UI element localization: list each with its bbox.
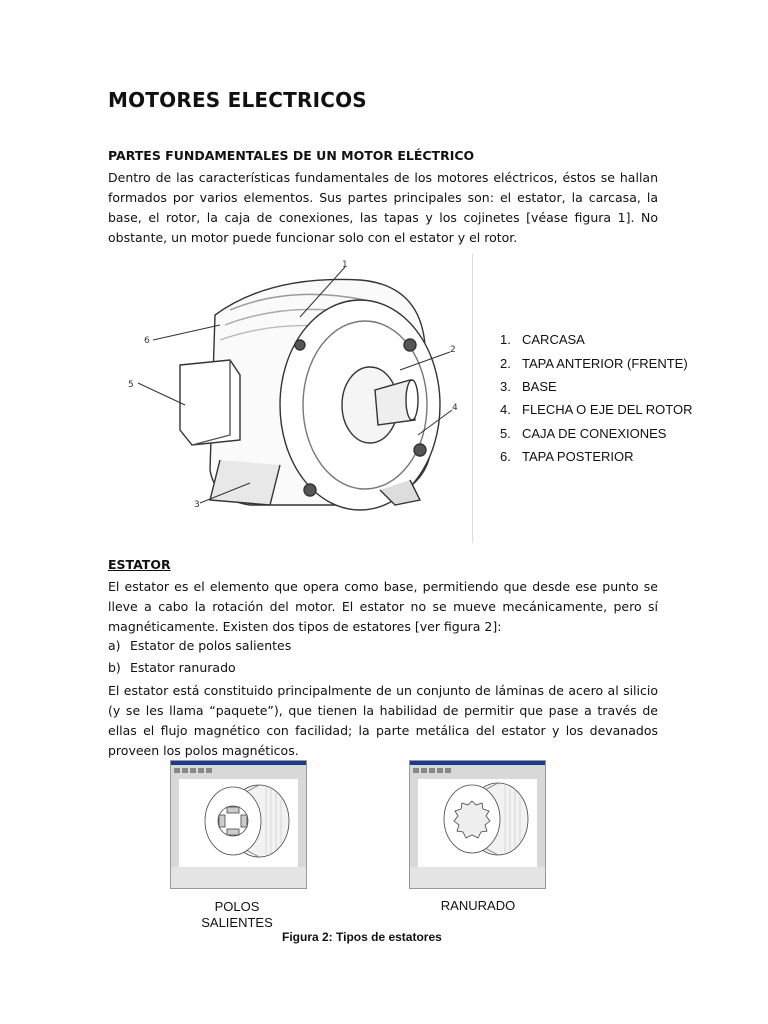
list-item: b) Estator ranurado xyxy=(108,660,236,675)
callout-5: 5 xyxy=(128,380,134,390)
callout-4: 4 xyxy=(452,403,458,413)
figure-divider xyxy=(472,253,473,543)
parts-list-item: 2. TAPA ANTERIOR (FRENTE) xyxy=(500,355,688,371)
estator-paragraph-2: El estator está constituido principalmente de un conjunto de láminas de acero al silicio (y se les llama “paquete”), que tienen la habilidad de permitir que pase a través de ellas el flujo magnético con facilidad; la parte metálica del estator y los devanados proveen los polos magnéticos. xyxy=(108,683,658,758)
figure-caption: Figura 2: Tipos de estatores xyxy=(282,930,442,944)
list-item: a) Estator de polos salientes xyxy=(108,638,292,653)
parts-list-item: 5. CAJA DE CONEXIONES xyxy=(500,425,667,441)
callout-2: 2 xyxy=(450,345,456,355)
cad-screenshot-slotted xyxy=(409,760,546,889)
parts-list-item: 6. TAPA POSTERIOR xyxy=(500,449,634,465)
section-paragraph-parts: Dentro de las características fundamentales de los motores eléctricos, éstos se hallan formados por varios elementos. Sus partes principales son: el estator, la carcasa, la base, el rotor, la caja de conexiones, las tapas y los cojinetes [véase figura 1]. No obstante, un motor puede funcionar solo con el estator y el rotor. xyxy=(108,170,658,245)
parts-list xyxy=(500,328,693,468)
caption-salient-poles: POLOS SALIENTES xyxy=(201,899,273,930)
parts-list-item: 1. CARCASA xyxy=(500,332,585,348)
section-heading-parts: PARTES FUNDAMENTALES DE UN MOTOR ELÉCTRICO xyxy=(108,148,475,163)
callout-3: 3 xyxy=(194,500,200,510)
callout-1: 1 xyxy=(342,260,348,270)
section-heading-estator: ESTATOR xyxy=(108,557,171,572)
parts-list-item: 4. FLECHA O EJE DEL ROTOR xyxy=(500,402,693,418)
callout-6: 6 xyxy=(144,336,150,346)
estator-paragraph-1: El estator es el elemento que opera como base, permitiendo que desde ese punto se lleve a cabo la rotación del motor. El estator no se mueve mecánicamente, pero sí magnéticamente. Existen dos tipos de estatores [ver figura 2]: xyxy=(108,579,658,634)
caption-slotted: RANURADO xyxy=(440,898,516,913)
cad-screenshot-salient-poles xyxy=(170,760,307,889)
parts-list-item: 3. BASE xyxy=(500,378,557,394)
document-title: MOTORES ELECTRICOS xyxy=(108,88,367,112)
motor-diagram xyxy=(120,255,475,545)
